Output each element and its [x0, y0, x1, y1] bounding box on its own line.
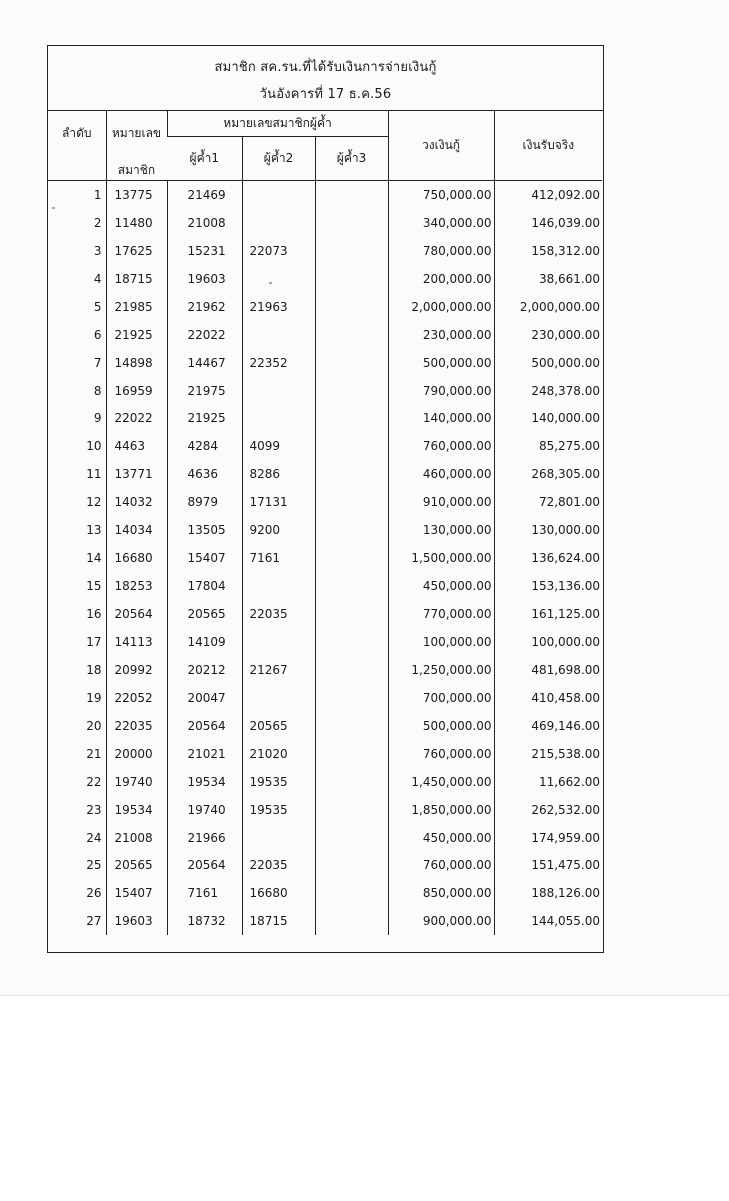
cell-received-amount: 153,136.00	[494, 572, 602, 600]
cell-received-amount: 248,378.00	[494, 377, 602, 405]
header-member	[106, 110, 167, 181]
table-row	[48, 824, 602, 852]
cell-member: 19740	[106, 768, 167, 796]
cell-guarantor-3	[315, 656, 388, 684]
cell-seq: 8	[93, 383, 102, 398]
cell-guarantor-3	[315, 181, 388, 209]
cell-guarantor-2	[242, 628, 315, 656]
cell-seq: 9	[93, 411, 102, 426]
cell-seq: 6	[93, 327, 102, 342]
cell-loan-amount: 780,000.00	[388, 237, 494, 265]
cell-guarantor-2: 8286	[242, 460, 315, 488]
cell-loan-amount: 140,000.00	[388, 405, 494, 433]
table-body	[48, 181, 602, 936]
cell-loan-amount: 500,000.00	[388, 349, 494, 377]
cell-received-amount: 481,698.00	[494, 656, 602, 684]
cell-loan-amount: 850,000.00	[388, 879, 494, 907]
cell-member: 16680	[106, 544, 167, 572]
cell-guarantor-3	[315, 516, 388, 544]
table-row	[48, 879, 602, 907]
table-row	[48, 265, 602, 293]
cell-member: 11480	[106, 209, 167, 237]
cell-member: 20992	[106, 656, 167, 684]
cell-guarantor-3	[315, 321, 388, 349]
cell-member: 19603	[106, 907, 167, 935]
cell-member: 20000	[106, 740, 167, 768]
cell-guarantor-2: 21267	[242, 656, 315, 684]
cell-loan-amount: 2,000,000.00	[388, 293, 494, 321]
table-row	[48, 740, 602, 768]
cell-guarantor-2: 21020	[242, 740, 315, 768]
cell-loan-amount: 1,450,000.00	[388, 768, 494, 796]
cell-seq: 2	[93, 215, 102, 230]
cell-guarantor-1: 22022	[167, 321, 242, 349]
cell-loan-amount: 230,000.00	[388, 321, 494, 349]
cell-seq: 13	[86, 523, 102, 538]
cell-member: 21925	[106, 321, 167, 349]
table-row	[48, 852, 602, 880]
cell-seq: 1	[93, 187, 102, 202]
cell-guarantor-2	[242, 684, 315, 712]
cell-seq: 20	[86, 718, 102, 733]
cell-member: 21985	[106, 293, 167, 321]
cell-seq: 3	[93, 243, 102, 258]
table-row	[48, 432, 602, 460]
cell-guarantor-2	[242, 405, 315, 433]
cell-received-amount: 72,801.00	[494, 488, 602, 516]
header-guarantor-group: หมายเลขสมาชิกผู้ค้ำ	[167, 110, 388, 137]
cell-guarantor-1: 14109	[167, 628, 242, 656]
cell-guarantor-3	[315, 209, 388, 237]
cell-loan-amount: 760,000.00	[388, 432, 494, 460]
cell-guarantor-2	[242, 377, 315, 405]
cell-received-amount: 11,662.00	[494, 768, 602, 796]
table-row	[48, 405, 602, 433]
cell-guarantor-3	[315, 488, 388, 516]
cell-guarantor-2	[242, 209, 315, 237]
table-row	[48, 628, 602, 656]
cell-member: 20564	[106, 600, 167, 628]
header-guarantor-1: ผู้ค้ำ1	[167, 137, 242, 181]
cell-loan-amount: 450,000.00	[388, 824, 494, 852]
cell-seq: 27	[86, 914, 102, 929]
cell-guarantor-3	[315, 712, 388, 740]
cell-guarantor-1: 21469	[167, 181, 242, 209]
cell-guarantor-1: 21975	[167, 377, 242, 405]
cell-member: 13771	[106, 460, 167, 488]
cell-loan-amount: 500,000.00	[388, 712, 494, 740]
cell-guarantor-2: 18715	[242, 907, 315, 935]
cell-guarantor-1: 21021	[167, 740, 242, 768]
cell-received-amount: 38,661.00	[494, 265, 602, 293]
cell-guarantor-1: 19534	[167, 768, 242, 796]
cell-guarantor-3	[315, 544, 388, 572]
table-row	[48, 656, 602, 684]
cell-guarantor-2: 21963	[242, 293, 315, 321]
cell-loan-amount: 340,000.00	[388, 209, 494, 237]
cell-guarantor-3	[315, 460, 388, 488]
cell-received-amount: 151,475.00	[494, 852, 602, 880]
cell-guarantor-2	[242, 265, 315, 293]
table-row	[48, 516, 602, 544]
cell-guarantor-3	[315, 349, 388, 377]
cell-guarantor-2: 7161	[242, 544, 315, 572]
cell-guarantor-1: 20565	[167, 600, 242, 628]
cell-guarantor-3	[315, 796, 388, 824]
cell-received-amount: 158,312.00	[494, 237, 602, 265]
header-seq: ลำดับ	[48, 110, 106, 181]
cell-seq: 7	[93, 355, 102, 370]
cell-loan-amount: 460,000.00	[388, 460, 494, 488]
cell-received-amount: 230,000.00	[494, 321, 602, 349]
table-row	[48, 377, 602, 405]
cell-guarantor-1: 20047	[167, 684, 242, 712]
cell-guarantor-3	[315, 824, 388, 852]
cell-member: 18715	[106, 265, 167, 293]
cell-seq: 26	[86, 886, 102, 901]
table-row	[48, 712, 602, 740]
cell-guarantor-1: 21966	[167, 824, 242, 852]
loan-table	[48, 110, 602, 935]
cell-guarantor-1: 20564	[167, 852, 242, 880]
header-member-line2: สมาชิก	[117, 163, 156, 177]
cell-member: 17625	[106, 237, 167, 265]
cell-member: 18253	[106, 572, 167, 600]
header-guarantor-2: ผู้ค้ำ2	[242, 137, 315, 181]
header-amount: วงเงินกู้	[388, 110, 494, 181]
cell-guarantor-2: 20565	[242, 712, 315, 740]
cell-seq: 16	[86, 607, 102, 622]
cell-member: 22035	[106, 712, 167, 740]
cell-guarantor-2	[242, 572, 315, 600]
table-row	[48, 293, 602, 321]
cell-seq: 24	[86, 830, 102, 845]
cell-guarantor-2	[242, 321, 315, 349]
cell-received-amount: 215,538.00	[494, 740, 602, 768]
cell-member: 14113	[106, 628, 167, 656]
cell-received-amount: 161,125.00	[494, 600, 602, 628]
cell-seq: 19	[86, 690, 102, 705]
cell-member: 14034	[106, 516, 167, 544]
cell-guarantor-3	[315, 740, 388, 768]
cell-loan-amount: 1,500,000.00	[388, 544, 494, 572]
cell-received-amount: 188,126.00	[494, 879, 602, 907]
cell-loan-amount: 770,000.00	[388, 600, 494, 628]
cell-guarantor-1: 19740	[167, 796, 242, 824]
cell-seq: 22	[86, 774, 102, 789]
cell-guarantor-1: 8979	[167, 488, 242, 516]
report-frame	[47, 45, 604, 953]
cell-guarantor-1: 20212	[167, 656, 242, 684]
cell-guarantor-1: 17804	[167, 572, 242, 600]
cell-received-amount: 146,039.00	[494, 209, 602, 237]
cell-seq: 12	[86, 495, 102, 510]
cell-guarantor-3	[315, 405, 388, 433]
report-date: วันอังคารที่ 17 ธ.ค.56	[259, 87, 392, 102]
cell-guarantor-3	[315, 684, 388, 712]
cell-guarantor-1: 15407	[167, 544, 242, 572]
cell-seq: 5	[93, 299, 102, 314]
cell-received-amount: 410,458.00	[494, 684, 602, 712]
cell-loan-amount: 200,000.00	[388, 265, 494, 293]
cell-received-amount: 136,624.00	[494, 544, 602, 572]
cell-seq: 10	[86, 439, 102, 454]
cell-guarantor-2: 19535	[242, 768, 315, 796]
table-row	[48, 349, 602, 377]
cell-guarantor-3	[315, 879, 388, 907]
cell-received-amount: 85,275.00	[494, 432, 602, 460]
cell-received-amount: 2,000,000.00	[494, 293, 602, 321]
cell-member: 22052	[106, 684, 167, 712]
cell-received-amount: 500,000.00	[494, 349, 602, 377]
cell-member: 14898	[106, 349, 167, 377]
cell-loan-amount: 760,000.00	[388, 740, 494, 768]
cell-guarantor-3	[315, 628, 388, 656]
cell-guarantor-3	[315, 768, 388, 796]
cell-guarantor-2: 22073	[242, 237, 315, 265]
cell-guarantor-1: 15231	[167, 237, 242, 265]
header-member-line1: หมายเลข	[111, 126, 162, 140]
cell-seq: 11	[86, 467, 102, 482]
cell-member: 19534	[106, 796, 167, 824]
cell-guarantor-1: 4636	[167, 460, 242, 488]
cell-guarantor-2: 4099	[242, 432, 315, 460]
cell-loan-amount: 910,000.00	[388, 488, 494, 516]
blank-lower-page	[0, 995, 729, 1201]
table-row	[48, 796, 602, 824]
cell-loan-amount: 130,000.00	[388, 516, 494, 544]
cell-seq: 15	[86, 579, 102, 594]
cell-guarantor-3	[315, 600, 388, 628]
cell-loan-amount: 900,000.00	[388, 907, 494, 935]
cell-guarantor-1: 21008	[167, 209, 242, 237]
cell-received-amount: 130,000.00	[494, 516, 602, 544]
cell-loan-amount: 790,000.00	[388, 377, 494, 405]
table-row	[48, 684, 602, 712]
header-received: เงินรับจริง	[494, 110, 602, 181]
table-row	[48, 321, 602, 349]
cell-guarantor-3	[315, 852, 388, 880]
table-row	[48, 209, 602, 237]
cell-member: 4463	[106, 432, 167, 460]
cell-guarantor-2: 19535	[242, 796, 315, 824]
cell-guarantor-3	[315, 265, 388, 293]
cell-loan-amount: 100,000.00	[388, 628, 494, 656]
table-row	[48, 237, 602, 265]
cell-seq: 25	[86, 858, 102, 873]
cell-guarantor-2: 22035	[242, 600, 315, 628]
table-row	[48, 181, 602, 209]
cell-seq: 4	[93, 271, 102, 286]
cell-received-amount: 144,055.00	[494, 907, 602, 935]
cell-guarantor-2	[242, 824, 315, 852]
table-row	[48, 488, 602, 516]
cell-received-amount: 262,532.00	[494, 796, 602, 824]
cell-guarantor-1: 20564	[167, 712, 242, 740]
header-guarantor-3: ผู้ค้ำ3	[315, 137, 388, 181]
cell-member: 14032	[106, 488, 167, 516]
cell-loan-amount: 750,000.00	[388, 181, 494, 209]
cell-guarantor-1: 21925	[167, 405, 242, 433]
cell-received-amount: 469,146.00	[494, 712, 602, 740]
cell-guarantor-2: 17131	[242, 488, 315, 516]
cell-member: 22022	[106, 405, 167, 433]
cell-seq: 23	[86, 802, 102, 817]
cell-guarantor-3	[315, 377, 388, 405]
cell-guarantor-1: 7161	[167, 879, 242, 907]
cell-guarantor-3	[315, 572, 388, 600]
table-row	[48, 600, 602, 628]
table-row	[48, 572, 602, 600]
cell-received-amount: 100,000.00	[494, 628, 602, 656]
title-box	[48, 46, 603, 111]
cell-guarantor-2: 22035	[242, 852, 315, 880]
cell-loan-amount: 450,000.00	[388, 572, 494, 600]
cell-seq: 14	[86, 551, 102, 566]
cell-member: 16959	[106, 377, 167, 405]
cell-loan-amount: 700,000.00	[388, 684, 494, 712]
cell-member: 13775	[106, 181, 167, 209]
table-row	[48, 544, 602, 572]
cell-seq: 21	[86, 746, 102, 761]
cell-member: 20565	[106, 852, 167, 880]
cell-received-amount: 268,305.00	[494, 460, 602, 488]
cell-guarantor-2: 9200	[242, 516, 315, 544]
cell-guarantor-3	[315, 432, 388, 460]
cell-guarantor-1: 21962	[167, 293, 242, 321]
cell-seq: 17	[86, 634, 102, 649]
cell-guarantor-2	[242, 181, 315, 209]
cell-guarantor-1: 19603	[167, 265, 242, 293]
cell-guarantor-3	[315, 907, 388, 935]
cell-received-amount: 140,000.00	[494, 405, 602, 433]
table-row	[48, 907, 602, 935]
cell-loan-amount: 1,850,000.00	[388, 796, 494, 824]
cell-loan-amount: 1,250,000.00	[388, 656, 494, 684]
cell-guarantor-2: 22352	[242, 349, 315, 377]
cell-guarantor-1: 14467	[167, 349, 242, 377]
cell-guarantor-1: 13505	[167, 516, 242, 544]
report-title: สมาชิก สค.รน.ที่ได้รับเงินการจ่ายเงินกู้	[214, 60, 437, 75]
cell-guarantor-1: 4284	[167, 432, 242, 460]
table-row	[48, 460, 602, 488]
cell-guarantor-2: 16680	[242, 879, 315, 907]
cell-received-amount: 412,092.00	[494, 181, 602, 209]
cell-member: 21008	[106, 824, 167, 852]
cell-seq: 18	[86, 662, 102, 677]
cell-member: 15407	[106, 879, 167, 907]
table-row	[48, 768, 602, 796]
cell-loan-amount: 760,000.00	[388, 852, 494, 880]
cell-guarantor-3	[315, 237, 388, 265]
cell-guarantor-1: 18732	[167, 907, 242, 935]
cell-received-amount: 174,959.00	[494, 824, 602, 852]
cell-guarantor-3	[315, 293, 388, 321]
